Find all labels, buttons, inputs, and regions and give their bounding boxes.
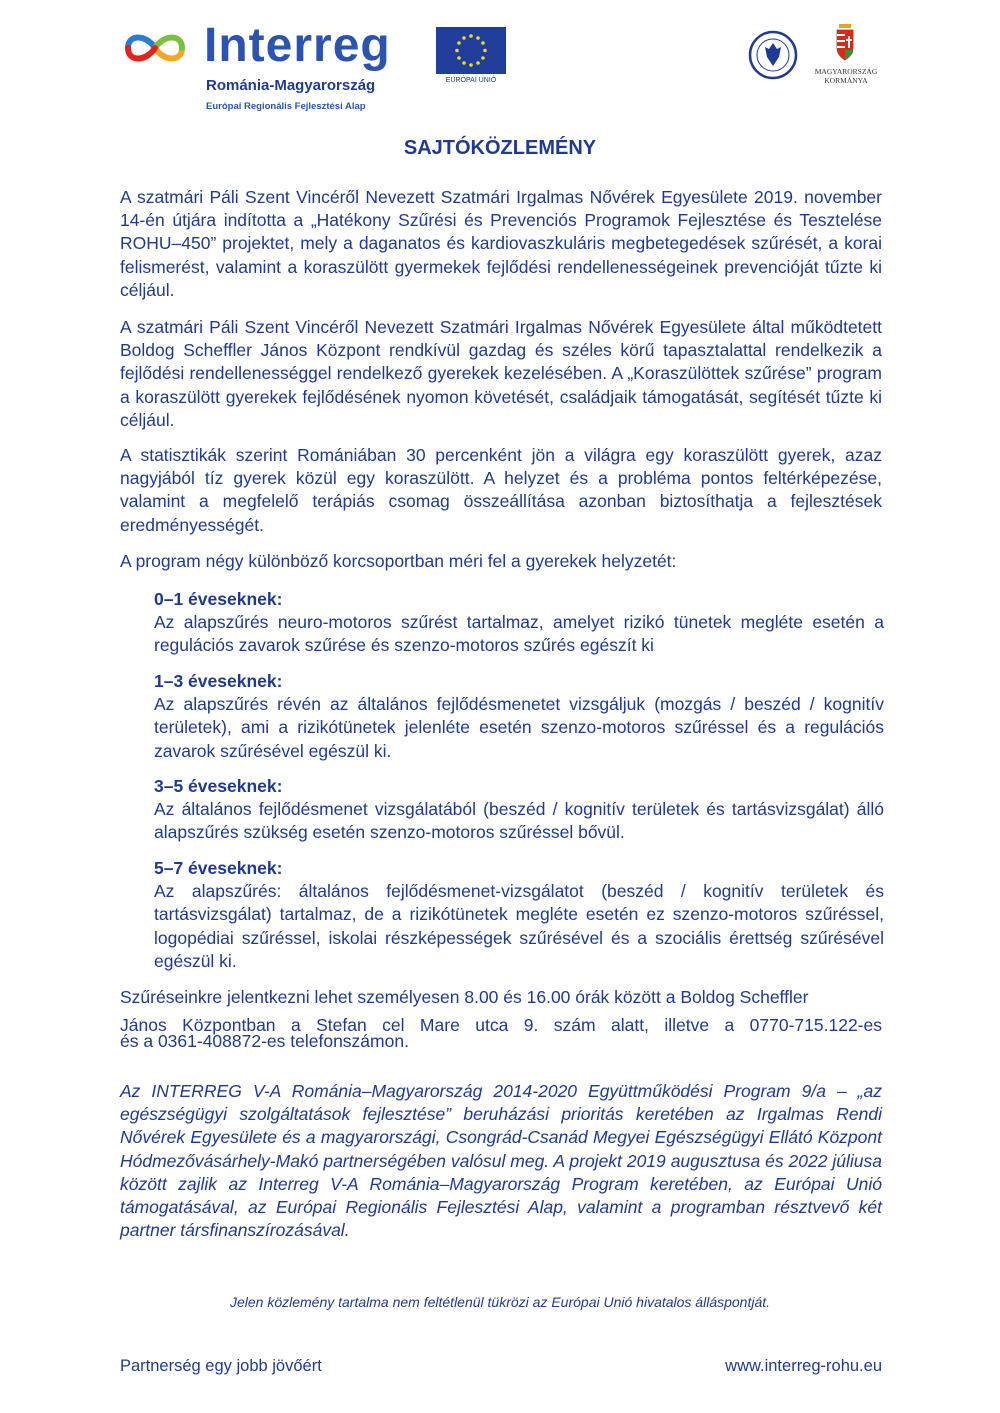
program-note: Az INTERREG V-A Románia–Magyarország 2014-2020 Együttműködési Program 9/a – „az egészségügyi szolgáltatások fejlesztése” beruházási prioritás keretében az Irgalmas Rendi Nővérek Egyesülete és a magyarországi, Csongrád-Csanád Megyei Egészségügyi Ellátó Központ Hódmezővásárhely-Makó partnerségében valósul meg. A projekt 2019 augusztusa és 2022 júliusa között zajlik az Interreg V-A Románia–Magyarország Program keretében, az Európai Unió támogatásával, az Európai Regionális Fejlesztési Alap, valamint a programban résztvevő két partner társfinanszírozásával. xyxy=(120,1081,882,1241)
header xyxy=(118,19,888,122)
age-group-0-1 xyxy=(154,588,884,658)
contact-line-1: Szűréseinkre jelentkezni lehet személyesen 8.00 és 16.00 órák között a Boldog Scheffler xyxy=(120,987,809,1007)
age-group-heading: 0–1 éveseknek: xyxy=(154,589,283,609)
paragraph-program: A program négy különböző korcsoportban méri fel a gyerekek helyzetét: xyxy=(120,551,677,571)
age-group-heading: 3–5 éveseknek: xyxy=(154,776,283,796)
page-title: SAJTÓKÖZLEMÉNY xyxy=(403,137,597,159)
romanian-government-seal-icon xyxy=(748,30,798,80)
age-group-5-7 xyxy=(154,857,884,973)
age-group-text: Az általános fejlődésmenet vizsgálatából (beszéd / kognitív területek és tartásvizsgálat) álló alapszűrés szükség esetén szenzo-motoros szűréssel bővül. xyxy=(154,799,884,843)
interreg-infinity-icon xyxy=(120,28,190,68)
paragraph-intro: A szatmári Páli Szent Vincéről Nevezett Szatmári Irgalmas Nővérek Egyesülete 2019. november 14-én útjára indította a „Hatékony Szűrési és Prevenciós Programok Fejlesztése és Tesztelése ROHU–450” projektet, mely a daganatos és kardiovaszkuláris megbetegedések szűrését, a korai felismerést, valamint a koraszülött gyermekek fejlődési rendellenességeinek prevencióját tűzte ki céljául. xyxy=(120,187,882,300)
hu-label-line-2: KORMÁNYA xyxy=(824,76,868,85)
footer-slogan: Partnerség egy jobb jövőért xyxy=(120,1357,322,1375)
brand-name: Interreg xyxy=(204,19,391,72)
paragraph-center: A szatmári Páli Szent Vincéről Nevezett Szatmári Irgalmas Nővérek Egyesülete által működtetett Boldog Scheffler János Központ rendkívül gazdag és széles körű tapasztalattal rendelkezik a fejlődési rendellenességgel rendelkező gyerekek kezelésében. A „Koraszülöttek szűrése” program a koraszülött gyerekek fejlődésének nyomon követését, családjaik támogatását, segítését tűzte ki céljául. xyxy=(120,317,882,430)
age-group-text: Az alapszűrés neuro-motoros szűrést tartalmaz, amelyet rizikó tünetek megléte esetén a regulációs zavarok szűrése és szenzo-motoros szűrés egészít ki xyxy=(154,612,884,656)
contact-line-2: János Központban a Stefan cel Mare utca 9. szám alatt, illetve a 0770-715.122-es xyxy=(120,1015,882,1035)
hu-label-line-1: MAGYARORSZÁG xyxy=(814,67,878,76)
eu-label: EURÓPAI UNIÓ xyxy=(445,77,497,84)
hungarian-government-label xyxy=(806,67,886,85)
age-group-text: Az alapszűrés: általános fejlődésmenet-vizsgálatot (beszéd / kognitív területek és tartásvizsgálat) tartalmaz, de a rizikótünetek megléte esetén ez szenzo-motoros szűréssel, logopédiai szűréssel, iskolai részképességek szűrésével és a szociális érettség szűrésével egészül ki. xyxy=(154,881,884,971)
paragraph-statistics: A statisztikák szerint Romániában 30 percenként jön a világra egy koraszülött gyerek, azaz nagyjából tíz gyerek közül egy koraszülött. A helyzet és a probléma pontos feltérképezése, valamint a megfelelő terápiás csomag összeállítása azonban biztosíthatja a fejlesztések eredményességét. xyxy=(120,445,882,535)
brand-subtitle: Románia-Magyarország xyxy=(206,77,376,94)
age-group-heading: 1–3 éveseknek: xyxy=(154,671,283,691)
age-group-3-5 xyxy=(154,775,884,845)
age-group-text: Az alapszűrés révén az általános fejlődésmenetet vizsgáljuk (mozgás / beszéd / kognitív területek), ami a rizikótünetek jelenléte esetén szenzo-motoros szűréssel és a regulációs zavarok szűrésével egészül ki. xyxy=(154,694,884,761)
footer-website: www.interreg-rohu.eu xyxy=(725,1357,882,1375)
age-group-heading: 5–7 éveseknek: xyxy=(154,858,283,878)
brand-fund: Európai Regionális Fejlesztési Alap xyxy=(206,101,366,112)
disclaimer: Jelen közlemény tartalma nem feltétlenül tükrözi az Európai Unió hivatalos álláspontját. xyxy=(229,1294,771,1310)
eu-flag-icon xyxy=(436,27,506,74)
age-group-1-3 xyxy=(154,670,884,763)
hungarian-crest-icon xyxy=(833,24,857,62)
contact-line-3: és a 0361-408872-es telefonszámon. xyxy=(120,1031,409,1051)
